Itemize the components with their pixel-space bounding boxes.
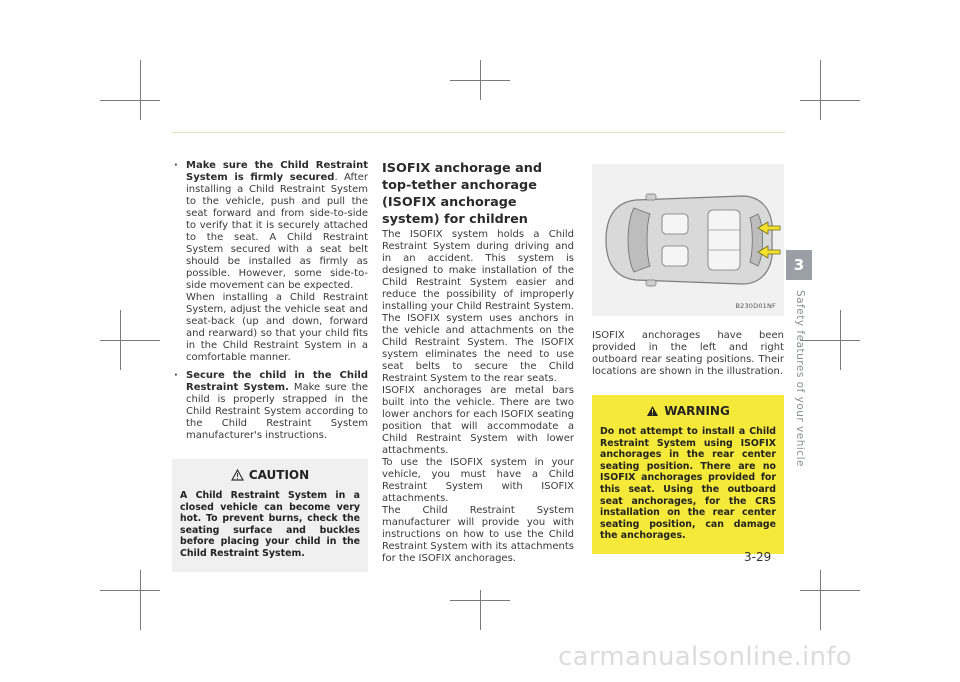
body-paragraph: The Child Restraint System manufacturer will provide you with instructions on how to use the Child Restraint System with its attachments for the ISOFIX anchorages. (382, 505, 574, 564)
caution-title: CAUTION (248, 468, 310, 482)
body-paragraph: ISOFIX anchorages have been provided in the left and right outboard rear seating positions. Their locations are shown in the illustration. (592, 330, 784, 377)
page-number: 3-29 (744, 550, 772, 564)
bullet-paragraph (186, 160, 368, 292)
warning-header (600, 405, 776, 417)
crop-mark (820, 570, 821, 630)
chapter-title: Safety features of your vehicle (794, 290, 806, 467)
crop-mark (840, 310, 841, 370)
crop-mark (140, 570, 141, 630)
chapter-tab: 3 (786, 250, 812, 280)
crop-mark (800, 100, 860, 101)
bullet-item (172, 370, 368, 442)
crop-mark (100, 340, 160, 341)
crop-mark (800, 340, 860, 341)
warning-triangle-icon (231, 469, 244, 481)
right-column (592, 160, 784, 554)
caution-box (172, 459, 368, 572)
crop-mark (480, 60, 481, 100)
crop-mark (100, 100, 160, 101)
bullet-text: Make sure the child is properly strapped in the Child Restraint System according to the Child Restraint System manufacturer's instructions. (186, 382, 368, 441)
middle-column (382, 160, 574, 565)
body-paragraph: ISOFIX anchorages are metal bars built into the vehicle. There are two lower anchors for each ISOFIX seating position that will accommodate a Child Restraint System with lower attachments. (382, 385, 574, 456)
crop-mark (800, 590, 860, 591)
crop-mark (120, 310, 121, 370)
crop-mark (100, 590, 160, 591)
header-rule (172, 132, 785, 133)
bullet-lead: Secure the child in the Child Restraint System. (186, 370, 368, 393)
left-column (172, 160, 368, 572)
warning-triangle-icon (646, 405, 659, 417)
body-paragraph: The ISOFIX system holds a Child Restraint System during driving and in an accident. This system is designed to make installation of the Child Restraint System easier and reduce the possibility of improperly installing your Child Restraint System. The ISOFIX system uses anchors in the vehicle and attachments on the Child Restraint System. The ISOFIX system eliminates the need to use seat belts to secure the Child Restraint System to the rear seats. (382, 229, 574, 384)
isofix-illustration (592, 164, 784, 316)
warning-body: Do not attempt to install a Child Restraint System using ISOFIX anchorages in the rear center seating position. There are no ISOFIX anchorages provided for this seat. Using the outboard seat anchorages, for the CRS installation on the rear center seating position, can damage the anchorages. (600, 426, 776, 542)
bullet-dot: · (174, 370, 178, 381)
bullet-lead: Make sure the Child Restraint System is firmly secured (186, 160, 368, 183)
figure-code: B230D01NF (735, 302, 776, 310)
warning-title: WARNING (664, 404, 730, 418)
crop-mark (140, 60, 141, 120)
caution-body: A Child Restraint System in a closed vehicle can become very hot. To prevent burns, check the seating surface and buckles before placing your child in the Child Restraint System. (180, 490, 360, 559)
watermark: carmanualsonline.info (558, 642, 853, 672)
warning-box (592, 395, 784, 554)
bullet-text: . After installing a Child Restraint System to the vehicle, push and pull the seat forward and from side-to-side to verify that it is securely attached to the seat. A Child Restraint System secured with a seat belt should be installed as firmly as possible. However, some side-to-side movement can be expected. (186, 172, 369, 291)
caution-header (180, 469, 360, 481)
bullet-paragraph (186, 370, 368, 442)
bullet-item (172, 160, 368, 364)
body-paragraph: To use the ISOFIX system in your vehicle, you must have a Child Restraint System with ISOFIX attachments. (382, 457, 574, 504)
car-top-view-illustration (592, 164, 784, 316)
section-heading: ISOFIX anchorage and top-tether anchorage (ISOFIX anchorage system) for children (382, 161, 543, 227)
crop-mark (820, 60, 821, 120)
bullet-dot: · (174, 160, 178, 171)
bullet-text-2: When installing a Child Restraint System, adjust the vehicle seat and seat-back (up and down, forward and rearward) so that your child fits in the Child Restraint System in a comfortable manner. (186, 292, 368, 363)
crop-mark (480, 590, 481, 630)
